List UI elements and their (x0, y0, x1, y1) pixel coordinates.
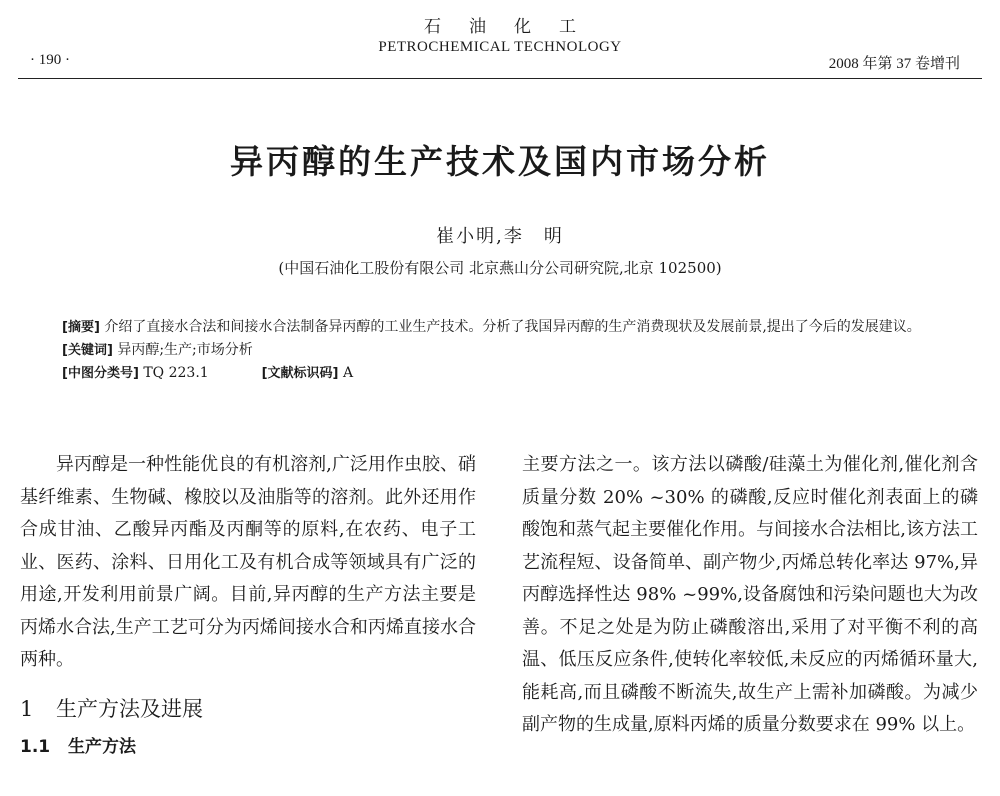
keywords-text: 异丙醇;生产;市场分析 (117, 342, 253, 358)
left-column (20, 449, 476, 764)
classification-line (62, 362, 948, 385)
journal-name-en: PETROCHEMICAL TECHNOLOGY (378, 39, 622, 55)
doc-code-label: [文献标识码] (261, 366, 339, 381)
doc-code-value: A (342, 365, 354, 381)
article-authors: 崔小明,李 明 (436, 226, 564, 247)
keywords-line (62, 339, 948, 362)
issue-info: 2008 年第 37 卷增刊 (828, 56, 960, 72)
abstract-text: 介绍了直接水合法和间接水合法制备异丙醇的工业生产技术。分析了我国异丙醇的生产消费现状及发展前景,提出了今后的发展建议。 (104, 319, 921, 335)
method-paragraph: 主要方法之一。该方法以磷酸/硅藻土为催化剂,催化剂含质量分数 20% ~30% 的磷酸,反应时催化剂表面上的磷酸饱和蒸气起主要催化作用。与间接水合法相比,该方法工艺流程短、设备简单、副产物少,丙烯总转化率达 97%,异丙醇选择性达 98% ~99%,设备腐蚀和污染问题也大为改善。不足之处是为防止磷酸溶出,采用了对平衡不利的高温、低压反应条件,使转化率较低,未反应的丙烯循环量大,能耗高,而且磷酸不断流失,故生产上需补加磷酸。为减少副产物的生成量,原料丙烯的质量分数要求在 99% 以上。 (522, 454, 978, 735)
abstract-line (62, 316, 948, 339)
journal-name-cn: 石油化工 (424, 17, 604, 37)
subsection-number: 1.1 (20, 737, 51, 757)
author-affiliation: (中国石油化工股份有限公司 北京燕山分公司研究院,北京 102500) (278, 259, 722, 277)
section-number: 1 (20, 696, 34, 721)
abstract-label: [摘要] (62, 320, 100, 335)
article-title: 异丙醇的生产技术及国内市场分析 (230, 142, 770, 181)
section-title: 生产方法及进展 (56, 696, 203, 721)
subsection-title: 生产方法 (68, 737, 136, 757)
right-column (522, 449, 978, 742)
subsection-heading (20, 731, 476, 764)
header-rule (18, 78, 982, 79)
page-number: · 190 · (30, 52, 70, 68)
intro-paragraph: 异丙醇是一种性能优良的有机溶剂,广泛用作虫胶、硝基纤维素、生物碱、橡胶以及油脂等的溶剂。此外还用作合成甘油、乙酸异丙酯及丙酮等的原料,在农药、电子工业、医药、涂料、日用化工及有机合成等领域具有广泛的用途,开发利用前景广阔。目前,异丙醇的生产方法主要是丙烯水合法,生产工艺可分为丙烯间接水合和丙烯直接水合两种。 (20, 454, 476, 670)
clc-value: TQ 223.1 (143, 365, 209, 381)
section-heading (20, 693, 476, 726)
keywords-label: [关键词] (62, 343, 113, 358)
abstract-block (62, 316, 948, 385)
journal-header (0, 12, 1000, 56)
clc-label: [中图分类号] (62, 366, 139, 381)
